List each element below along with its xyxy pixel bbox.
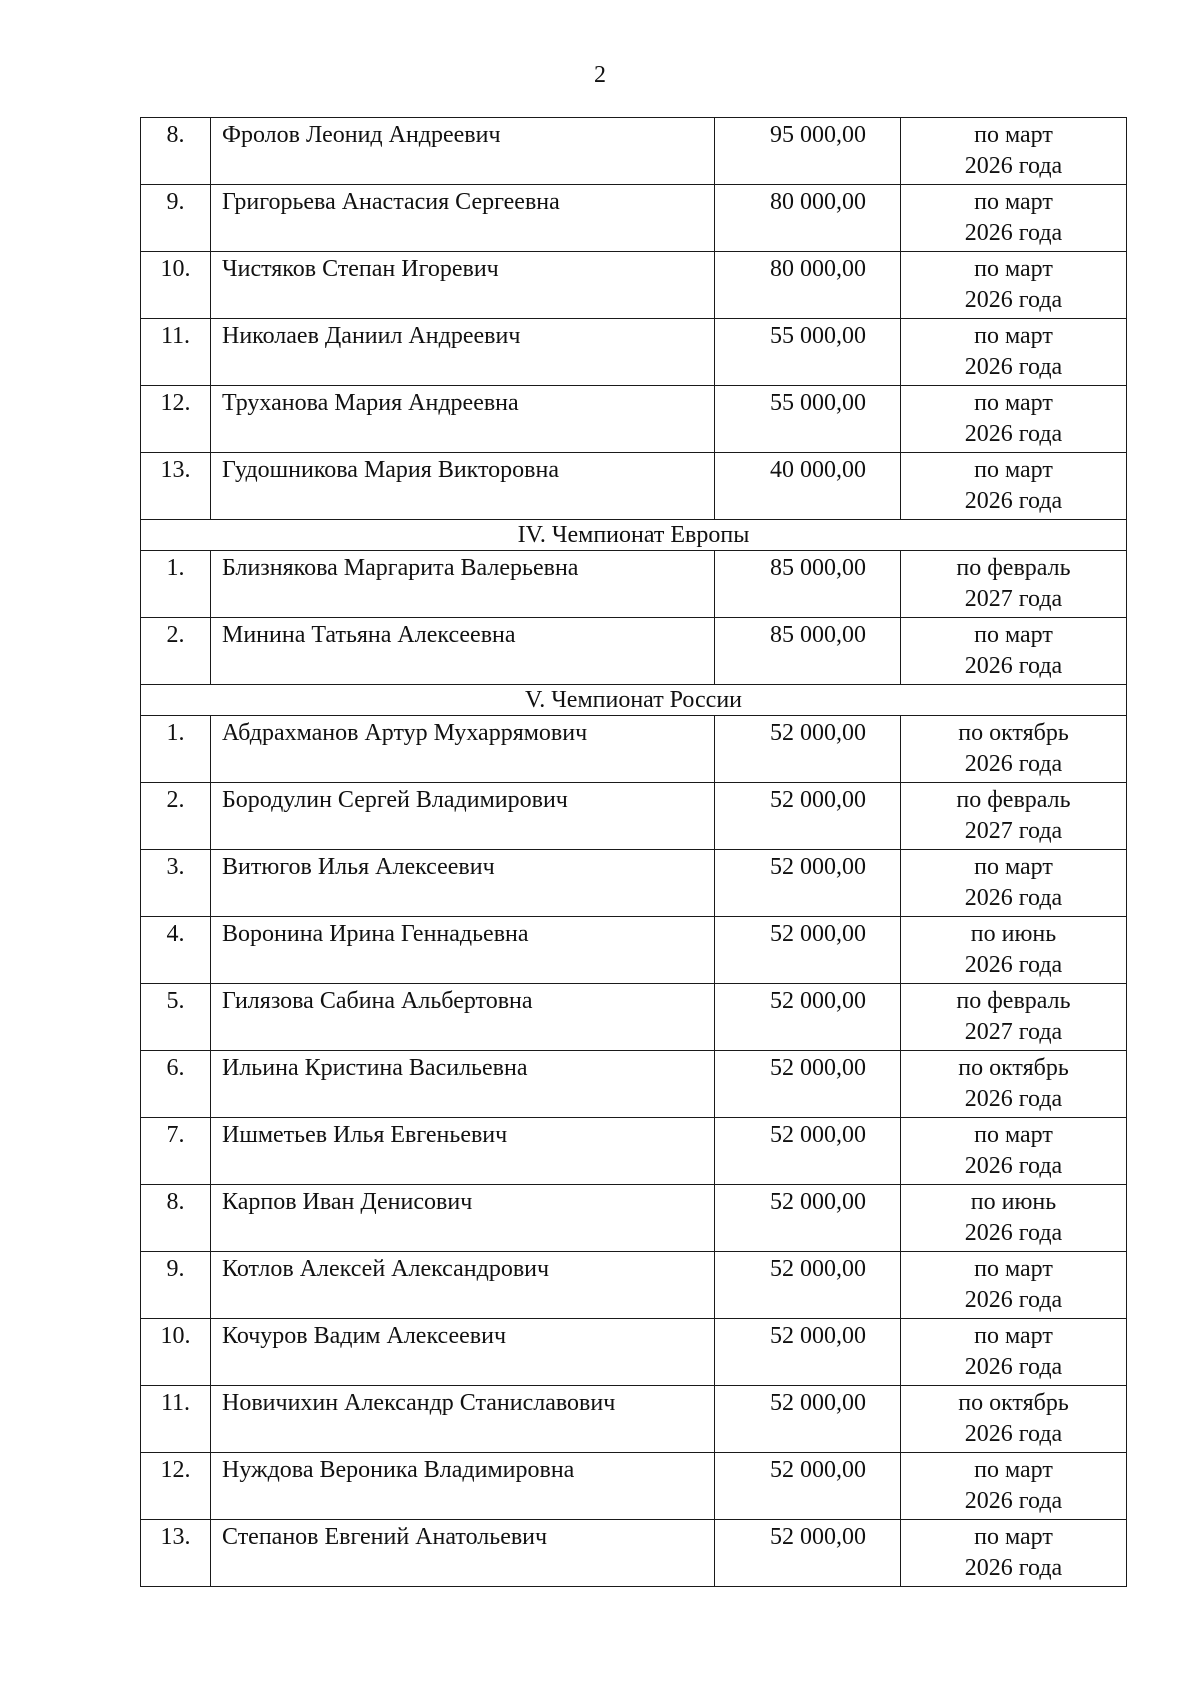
- table-row: [141, 118, 1127, 185]
- recipient-name: Кочуров Вадим Алексеевич: [211, 1319, 715, 1386]
- term-month: по март: [974, 323, 1053, 349]
- amount: 40 000,00: [715, 453, 901, 520]
- award-table: [140, 117, 1127, 1587]
- term-cell: [901, 917, 1127, 984]
- term-cell: [901, 618, 1127, 685]
- term-year: 2026 года: [964, 885, 1063, 911]
- recipient-name: Григорьева Анастасия Сергеевна: [211, 185, 715, 252]
- term-month: по октябрь: [958, 720, 1069, 746]
- recipient-name: Ильина Кристина Васильевна: [211, 1051, 715, 1118]
- amount: 52 000,00: [715, 1118, 901, 1185]
- row-number: 13.: [141, 1520, 211, 1587]
- amount: 52 000,00: [715, 1386, 901, 1453]
- amount: 52 000,00: [715, 1252, 901, 1319]
- term-cell: [901, 319, 1127, 386]
- term-cell: [901, 1319, 1127, 1386]
- amount: 52 000,00: [715, 783, 901, 850]
- recipient-name: Бородулин Сергей Владимирович: [211, 783, 715, 850]
- section-heading-row: [141, 685, 1127, 716]
- table-row: [141, 1453, 1127, 1520]
- term-month: по февраль: [956, 988, 1071, 1014]
- term-cell: [901, 118, 1127, 185]
- row-number: 4.: [141, 917, 211, 984]
- term-year: 2026 года: [964, 421, 1063, 447]
- table-row: [141, 716, 1127, 783]
- term-month: по июнь: [970, 1189, 1057, 1215]
- term-year: 2027 года: [964, 1019, 1063, 1045]
- term-cell: [901, 850, 1127, 917]
- amount: 52 000,00: [715, 716, 901, 783]
- recipient-name: Минина Татьяна Алексеевна: [211, 618, 715, 685]
- table-row: [141, 783, 1127, 850]
- term-year: 2026 года: [964, 153, 1063, 179]
- page-number: 2: [594, 62, 606, 88]
- row-number: 8.: [141, 118, 211, 185]
- recipient-name: Николаев Даниил Андреевич: [211, 319, 715, 386]
- recipient-name: Гудошникова Мария Викторовна: [211, 453, 715, 520]
- section-title: IV. Чемпионат Европы: [141, 520, 1127, 551]
- term-month: по март: [974, 122, 1053, 148]
- term-month: по март: [974, 256, 1053, 282]
- term-month: по март: [974, 622, 1053, 648]
- term-month: по март: [974, 457, 1053, 483]
- table-row: [141, 1386, 1127, 1453]
- table-row: [141, 1520, 1127, 1587]
- recipient-name: Новичихин Александр Станиславович: [211, 1386, 715, 1453]
- table-row: [141, 551, 1127, 618]
- amount: 52 000,00: [715, 1185, 901, 1252]
- term-month: по март: [974, 1122, 1053, 1148]
- table-row: [141, 1319, 1127, 1386]
- term-cell: [901, 185, 1127, 252]
- term-year: 2026 года: [964, 952, 1063, 978]
- term-year: 2026 года: [964, 354, 1063, 380]
- row-number: 9.: [141, 185, 211, 252]
- row-number: 13.: [141, 453, 211, 520]
- row-number: 11.: [141, 1386, 211, 1453]
- term-cell: [901, 551, 1127, 618]
- term-cell: [901, 1118, 1127, 1185]
- term-month: по март: [974, 1323, 1053, 1349]
- table-row: [141, 1118, 1127, 1185]
- term-year: 2026 года: [964, 1354, 1063, 1380]
- row-number: 10.: [141, 1319, 211, 1386]
- term-cell: [901, 1453, 1127, 1520]
- term-month: по март: [974, 1256, 1053, 1282]
- amount: 52 000,00: [715, 1453, 901, 1520]
- table-row: [141, 319, 1127, 386]
- term-year: 2026 года: [964, 1287, 1063, 1313]
- recipient-name: Чистяков Степан Игоревич: [211, 252, 715, 319]
- recipient-name: Витюгов Илья Алексеевич: [211, 850, 715, 917]
- recipient-name: Гилязова Сабина Альбертовна: [211, 984, 715, 1051]
- table-row: [141, 1252, 1127, 1319]
- table-row: [141, 917, 1127, 984]
- table-row: [141, 386, 1127, 453]
- row-number: 1.: [141, 716, 211, 783]
- recipient-name: Близнякова Маргарита Валерьевна: [211, 551, 715, 618]
- row-number: 12.: [141, 386, 211, 453]
- recipient-name: Воронина Ирина Геннадьевна: [211, 917, 715, 984]
- table-row: [141, 1185, 1127, 1252]
- table-row: [141, 252, 1127, 319]
- row-number: 9.: [141, 1252, 211, 1319]
- term-year: 2026 года: [964, 751, 1063, 777]
- amount: 52 000,00: [715, 850, 901, 917]
- amount: 85 000,00: [715, 551, 901, 618]
- term-year: 2026 года: [964, 1086, 1063, 1112]
- recipient-name: Фролов Леонид Андреевич: [211, 118, 715, 185]
- table-row: [141, 185, 1127, 252]
- term-year: 2026 года: [964, 488, 1063, 514]
- amount: 95 000,00: [715, 118, 901, 185]
- term-cell: [901, 984, 1127, 1051]
- amount: 55 000,00: [715, 386, 901, 453]
- term-cell: [901, 453, 1127, 520]
- row-number: 5.: [141, 984, 211, 1051]
- term-year: 2026 года: [964, 1153, 1063, 1179]
- term-year: 2026 года: [964, 1555, 1063, 1581]
- amount: 52 000,00: [715, 1051, 901, 1118]
- recipient-name: Карпов Иван Денисович: [211, 1185, 715, 1252]
- term-cell: [901, 386, 1127, 453]
- term-cell: [901, 252, 1127, 319]
- row-number: 6.: [141, 1051, 211, 1118]
- table-row: [141, 453, 1127, 520]
- term-cell: [901, 1386, 1127, 1453]
- amount: 55 000,00: [715, 319, 901, 386]
- row-number: 12.: [141, 1453, 211, 1520]
- term-cell: [901, 1051, 1127, 1118]
- row-number: 3.: [141, 850, 211, 917]
- term-cell: [901, 783, 1127, 850]
- amount: 80 000,00: [715, 252, 901, 319]
- term-year: 2027 года: [964, 586, 1063, 612]
- term-month: по март: [974, 390, 1053, 416]
- amount: 52 000,00: [715, 984, 901, 1051]
- row-number: 7.: [141, 1118, 211, 1185]
- term-year: 2026 года: [964, 1220, 1063, 1246]
- section-heading-row: [141, 520, 1127, 551]
- term-month: по март: [974, 189, 1053, 215]
- table-row: [141, 984, 1127, 1051]
- term-year: 2026 года: [964, 1488, 1063, 1514]
- amount: 52 000,00: [715, 917, 901, 984]
- term-cell: [901, 1520, 1127, 1587]
- term-year: 2026 года: [964, 1421, 1063, 1447]
- row-number: 2.: [141, 783, 211, 850]
- amount: 52 000,00: [715, 1520, 901, 1587]
- term-cell: [901, 1185, 1127, 1252]
- term-year: 2026 года: [964, 287, 1063, 313]
- term-month: по март: [974, 1457, 1053, 1483]
- table-row: [141, 618, 1127, 685]
- recipient-name: Степанов Евгений Анатольевич: [211, 1520, 715, 1587]
- section-title: V. Чемпионат России: [141, 685, 1127, 716]
- term-year: 2026 года: [964, 220, 1063, 246]
- row-number: 10.: [141, 252, 211, 319]
- table-body: [141, 118, 1127, 1587]
- term-month: по февраль: [956, 555, 1071, 581]
- recipient-name: Ишметьев Илья Евгеньевич: [211, 1118, 715, 1185]
- amount: 80 000,00: [715, 185, 901, 252]
- row-number: 11.: [141, 319, 211, 386]
- term-month: по октябрь: [958, 1390, 1069, 1416]
- row-number: 2.: [141, 618, 211, 685]
- amount: 85 000,00: [715, 618, 901, 685]
- term-month: по октябрь: [958, 1055, 1069, 1081]
- recipient-name: Труханова Мария Андреевна: [211, 386, 715, 453]
- recipient-name: Абдрахманов Артур Мухаррямович: [211, 716, 715, 783]
- term-month: по февраль: [956, 787, 1071, 813]
- term-month: по март: [974, 1524, 1053, 1550]
- amount: 52 000,00: [715, 1319, 901, 1386]
- term-month: по март: [974, 854, 1053, 880]
- term-year: 2026 года: [964, 653, 1063, 679]
- term-month: по июнь: [970, 921, 1057, 947]
- row-number: 1.: [141, 551, 211, 618]
- table-row: [141, 850, 1127, 917]
- recipient-name: Нуждова Вероника Владимировна: [211, 1453, 715, 1520]
- row-number: 8.: [141, 1185, 211, 1252]
- term-year: 2027 года: [964, 818, 1063, 844]
- table-row: [141, 1051, 1127, 1118]
- term-cell: [901, 1252, 1127, 1319]
- term-cell: [901, 716, 1127, 783]
- recipient-name: Котлов Алексей Александрович: [211, 1252, 715, 1319]
